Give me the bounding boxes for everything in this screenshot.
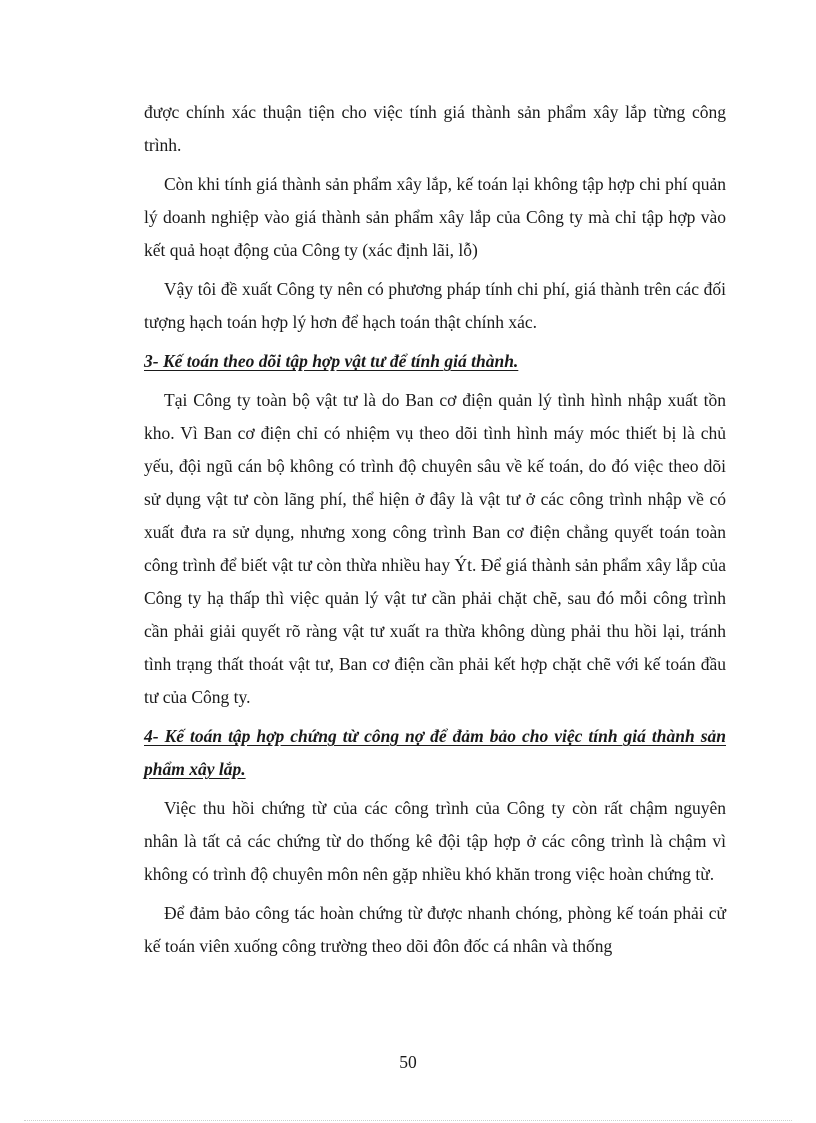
paragraph-continuation: được chính xác thuận tiện cho việc tính giá thành sản phẩm xây lắp từng công trình. [144, 102, 726, 155]
section-heading-3: 3- Kế toán theo dõi tập hợp vật tư để tính giá thành. [144, 351, 519, 371]
paragraph-accountant-assignment: Để đảm bảo công tác hoàn chứng từ được nhanh chóng, phòng kế toán phải cử kế toán viên xuống công trường theo dõi đôn đốc cá nhân và thống [144, 903, 726, 956]
paragraph-proposal: Vậy tôi đề xuất Công ty nên có phương pháp tính chi phí, giá thành trên các đối tượng hạch toán hợp lý hơn để hạch toán thật chính xác. [144, 279, 726, 332]
paragraph-cost-allocation: Còn khi tính giá thành sản phẩm xây lắp, kế toán lại không tập hợp chi phí quản lý doanh nghiệp vào giá thành sản phẩm xây lắp của Công ty mà chỉ tập hợp vào kết quả hoạt động của Công ty (xác định lãi, lỗ) [144, 174, 726, 260]
document-body [144, 96, 726, 963]
page-bottom-border [24, 1120, 792, 1121]
paragraph-document-collection: Việc thu hồi chứng từ của các công trình của Công ty còn rất chậm nguyên nhân là tất cả các chứng từ do thống kê đội tập hợp ở các công trình là chậm vì không có trình độ chuyên môn nên gặp nhiều khó khăn trong việc hoàn chứng từ. [144, 798, 726, 884]
paragraph-materials: Tại Công ty toàn bộ vật tư là do Ban cơ điện quản lý tình hình nhập xuất tồn kho. Vì Ban cơ điện chỉ có nhiệm vụ theo dõi tình hình máy móc thiết bị là chủ yếu, đội ngũ cán bộ không có trình độ chuyên sâu về kế toán, do đó việc theo dõi sử dụng vật tư còn lãng phí, thể hiện ở đây là vật tư ở các công trình nhập về có xuất đưa ra sử dụng, nhưng xong công trình Ban cơ điện chẳng quyết toán toàn công trình để biết vật tư còn thừa nhiều hay Ýt. Để giá thành sản phẩm xây lắp của Công ty hạ thấp thì việc quản lý vật tư cần phải chặt chẽ, sau đó mỗi công trình cần phải giải quyết rõ ràng vật tư xuất ra thừa không dùng phải thu hồi lại, tránh tình trạng thất thoát vật tư, Ban cơ điện cần phải kết hợp chặt chẽ với kế toán đầu tư của Công ty. [144, 390, 726, 707]
section-heading-4: 4- Kế toán tập hợp chứng từ công nợ để đảm bảo cho việc tính giá thành sản phẩm xây lắp. [144, 726, 726, 779]
page-number: 50 [399, 1052, 417, 1072]
